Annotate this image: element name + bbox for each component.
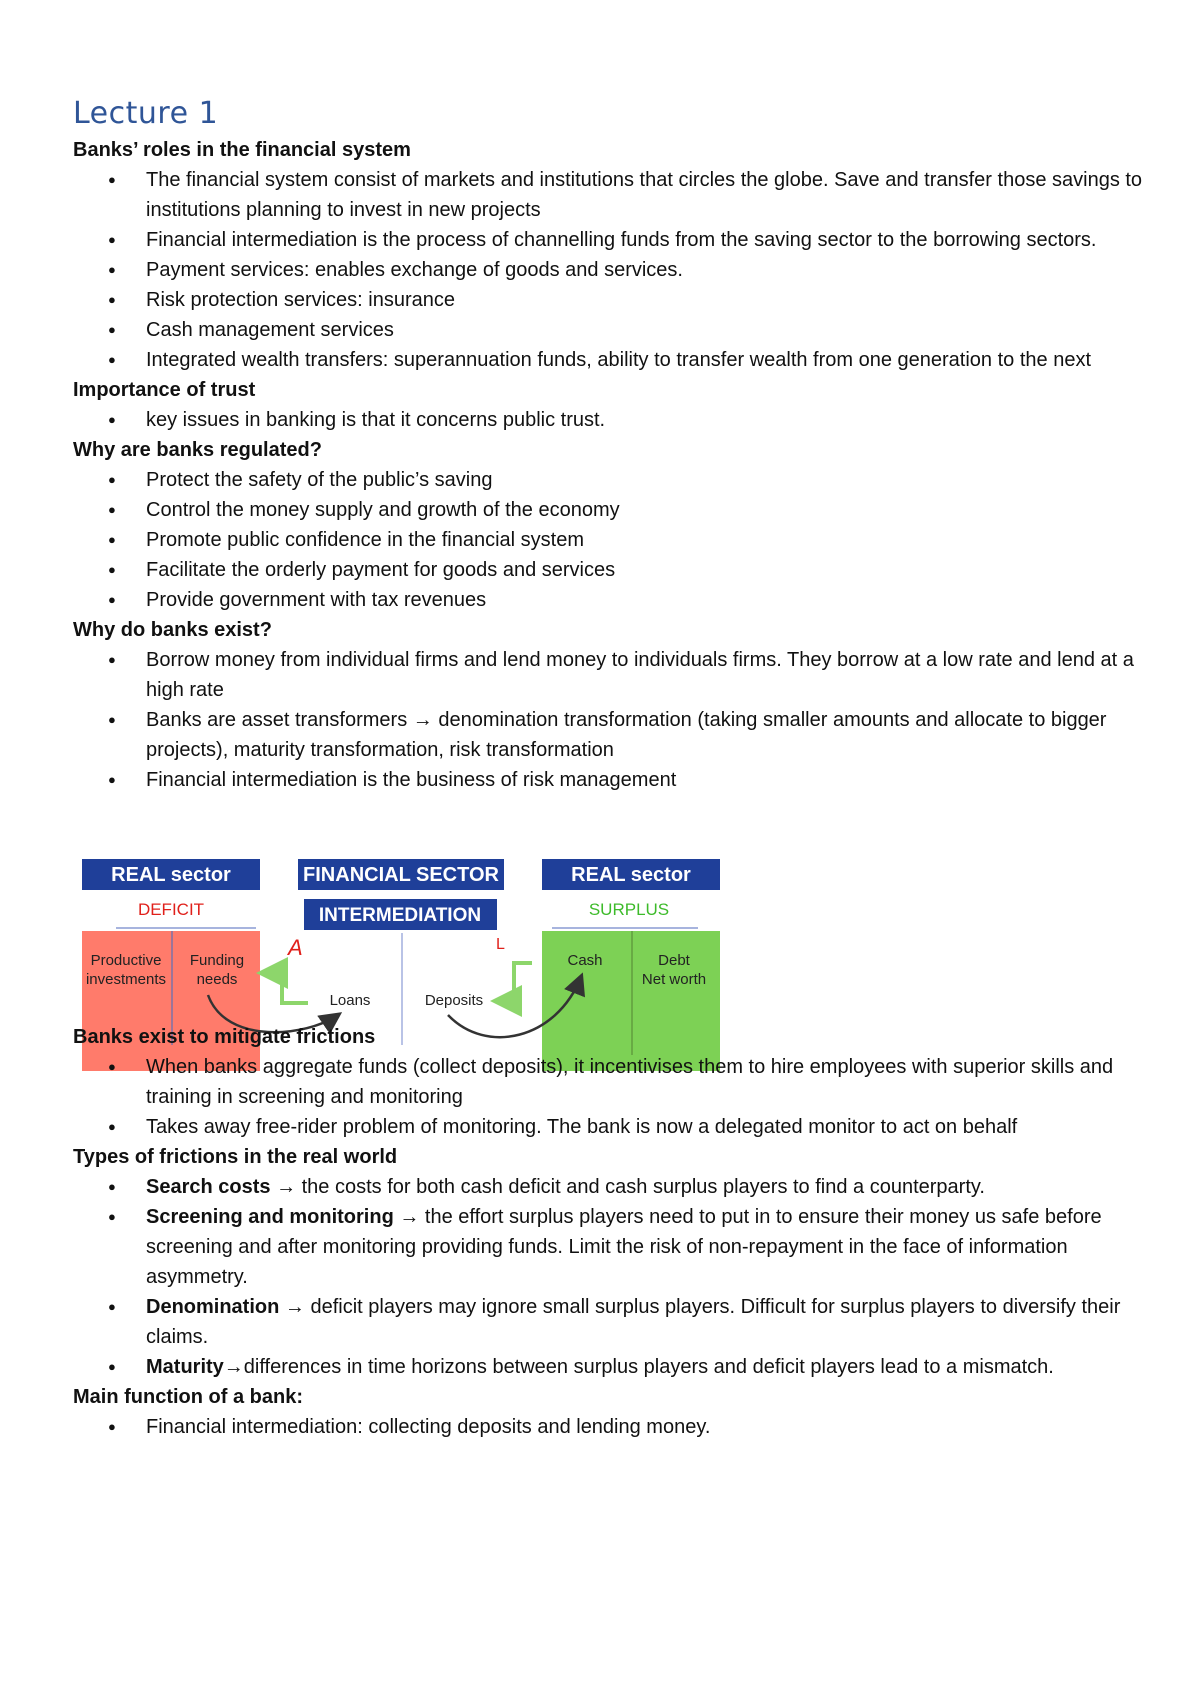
section-heading: Why are banks regulated? xyxy=(73,439,322,461)
list-item: ● Risk protection services: insurance xyxy=(73,285,1153,315)
list-item: ● Financial intermediation is the business of risk management xyxy=(73,765,1153,795)
list-item xyxy=(73,1202,1153,1292)
right-header: REAL sector xyxy=(571,864,691,886)
list-item: ● Promote public confidence in the financial system xyxy=(73,525,1153,555)
networth-label: Net worth xyxy=(641,971,707,988)
list-item xyxy=(73,1172,1153,1202)
list-item: ● Provide government with tax revenues xyxy=(73,585,1153,615)
list-item: ● Facilitate the orderly payment for goods and services xyxy=(73,555,1153,585)
bullet-list xyxy=(73,1172,1153,1382)
list-item: ● Control the money supply and growth of the economy xyxy=(73,495,1153,525)
mid-header: FINANCIAL SECTOR xyxy=(303,864,499,886)
cash-label: Cash xyxy=(567,952,603,969)
list-item xyxy=(73,1352,1153,1382)
bullet-list xyxy=(73,1052,1153,1142)
term: Denomination xyxy=(146,1296,280,1318)
list-item: ● Takes away free-rider problem of monitoring. The bank is now a delegated monitor to act on behalf xyxy=(73,1112,1153,1142)
term: Screening and monitoring xyxy=(146,1206,394,1228)
list-item: ● Cash management services xyxy=(73,315,1153,345)
term: Maturity xyxy=(146,1356,224,1378)
list-item: ● Integrated wealth transfers: superannuation funds, ability to transfer wealth from one generation to the next xyxy=(73,345,1153,375)
productive-label-line2: investments xyxy=(85,971,167,988)
section-heading: Banks exist to mitigate frictions xyxy=(73,1026,376,1048)
list-item: ● Borrow money from individual firms and lend money to individuals firms. They borrow at a low rate and lend at a high rate xyxy=(73,645,1153,705)
loans-green-arrow xyxy=(264,973,308,1003)
bottom-content xyxy=(73,1022,1153,1442)
deposits-label: Deposits xyxy=(424,992,484,1009)
bullet-list xyxy=(73,1412,1153,1442)
bullet-list xyxy=(73,465,1153,615)
loans-label: Loans xyxy=(329,992,371,1009)
section-heading: Types of frictions in the real world xyxy=(73,1146,398,1168)
term: Search costs xyxy=(146,1176,271,1198)
definition: → the effort surplus players need to put in to ensure their money us safe before screening and after monitoring providing funds. Limit the risk of non-repayment in the face of information asymmetry. xyxy=(146,1206,1102,1288)
surplus-label: SURPLUS xyxy=(588,900,670,919)
mid-sub: INTERMEDIATION xyxy=(318,905,482,926)
list-item: ● Financial intermediation: collecting deposits and lending money. xyxy=(73,1412,1153,1442)
section-heading: Why do banks exist? xyxy=(73,619,272,641)
list-item: ● Protect the safety of the public’s saving xyxy=(73,465,1153,495)
left-header: REAL sector xyxy=(111,864,231,886)
page-title: Lecture 1 xyxy=(73,96,219,131)
definition: → deficit players may ignore small surplus players. Difficult for surplus players to diversify their claims. xyxy=(146,1296,1121,1348)
list-item: ● Banks are asset transformers → denomination transformation (taking smaller amounts and allocate to bigger projects), maturity transformation, risk transformation xyxy=(73,705,1153,765)
section-heading: Banks’ roles in the financial system xyxy=(73,139,411,161)
list-item: ● Payment services: enables exchange of goods and services. xyxy=(73,255,1153,285)
bullet-list xyxy=(73,405,1153,435)
productive-label-line1: Productive xyxy=(90,952,162,969)
asset-mark: A xyxy=(288,935,303,960)
bullet-list xyxy=(73,165,1153,375)
bullet-list xyxy=(73,645,1153,795)
list-item: ● Financial intermediation is the process of channelling funds from the saving sector to the borrowing sectors. xyxy=(73,225,1153,255)
section-heading: Importance of trust xyxy=(73,379,256,401)
debt-label: Debt xyxy=(658,952,690,969)
deficit-label: DEFICIT xyxy=(137,900,205,919)
funding-label-line1: Funding xyxy=(189,952,245,969)
list-item: ● key issues in banking is that it concerns public trust. xyxy=(73,405,1153,435)
list-item: ● When banks aggregate funds (collect deposits), it incentivises them to hire employees with superior skills and training in screening and monitoring xyxy=(73,1052,1153,1112)
definition: →differences in time horizons between surplus players and deficit players lead to a mismatch. xyxy=(223,1356,1054,1378)
deposits-green-arrow xyxy=(498,963,532,1001)
list-item: ● The financial system consist of markets and institutions that circles the globe. Save and transfer those savings to institutions planning to invest in new projects xyxy=(73,165,1153,225)
definition: → the costs for both cash deficit and cash surplus players to find a counterparty. xyxy=(270,1176,985,1198)
liability-mark: L xyxy=(496,936,505,953)
top-content xyxy=(73,135,1153,795)
list-item xyxy=(73,1292,1153,1352)
funding-label-line2: needs xyxy=(196,971,238,988)
section-heading: Main function of a bank: xyxy=(73,1386,303,1408)
